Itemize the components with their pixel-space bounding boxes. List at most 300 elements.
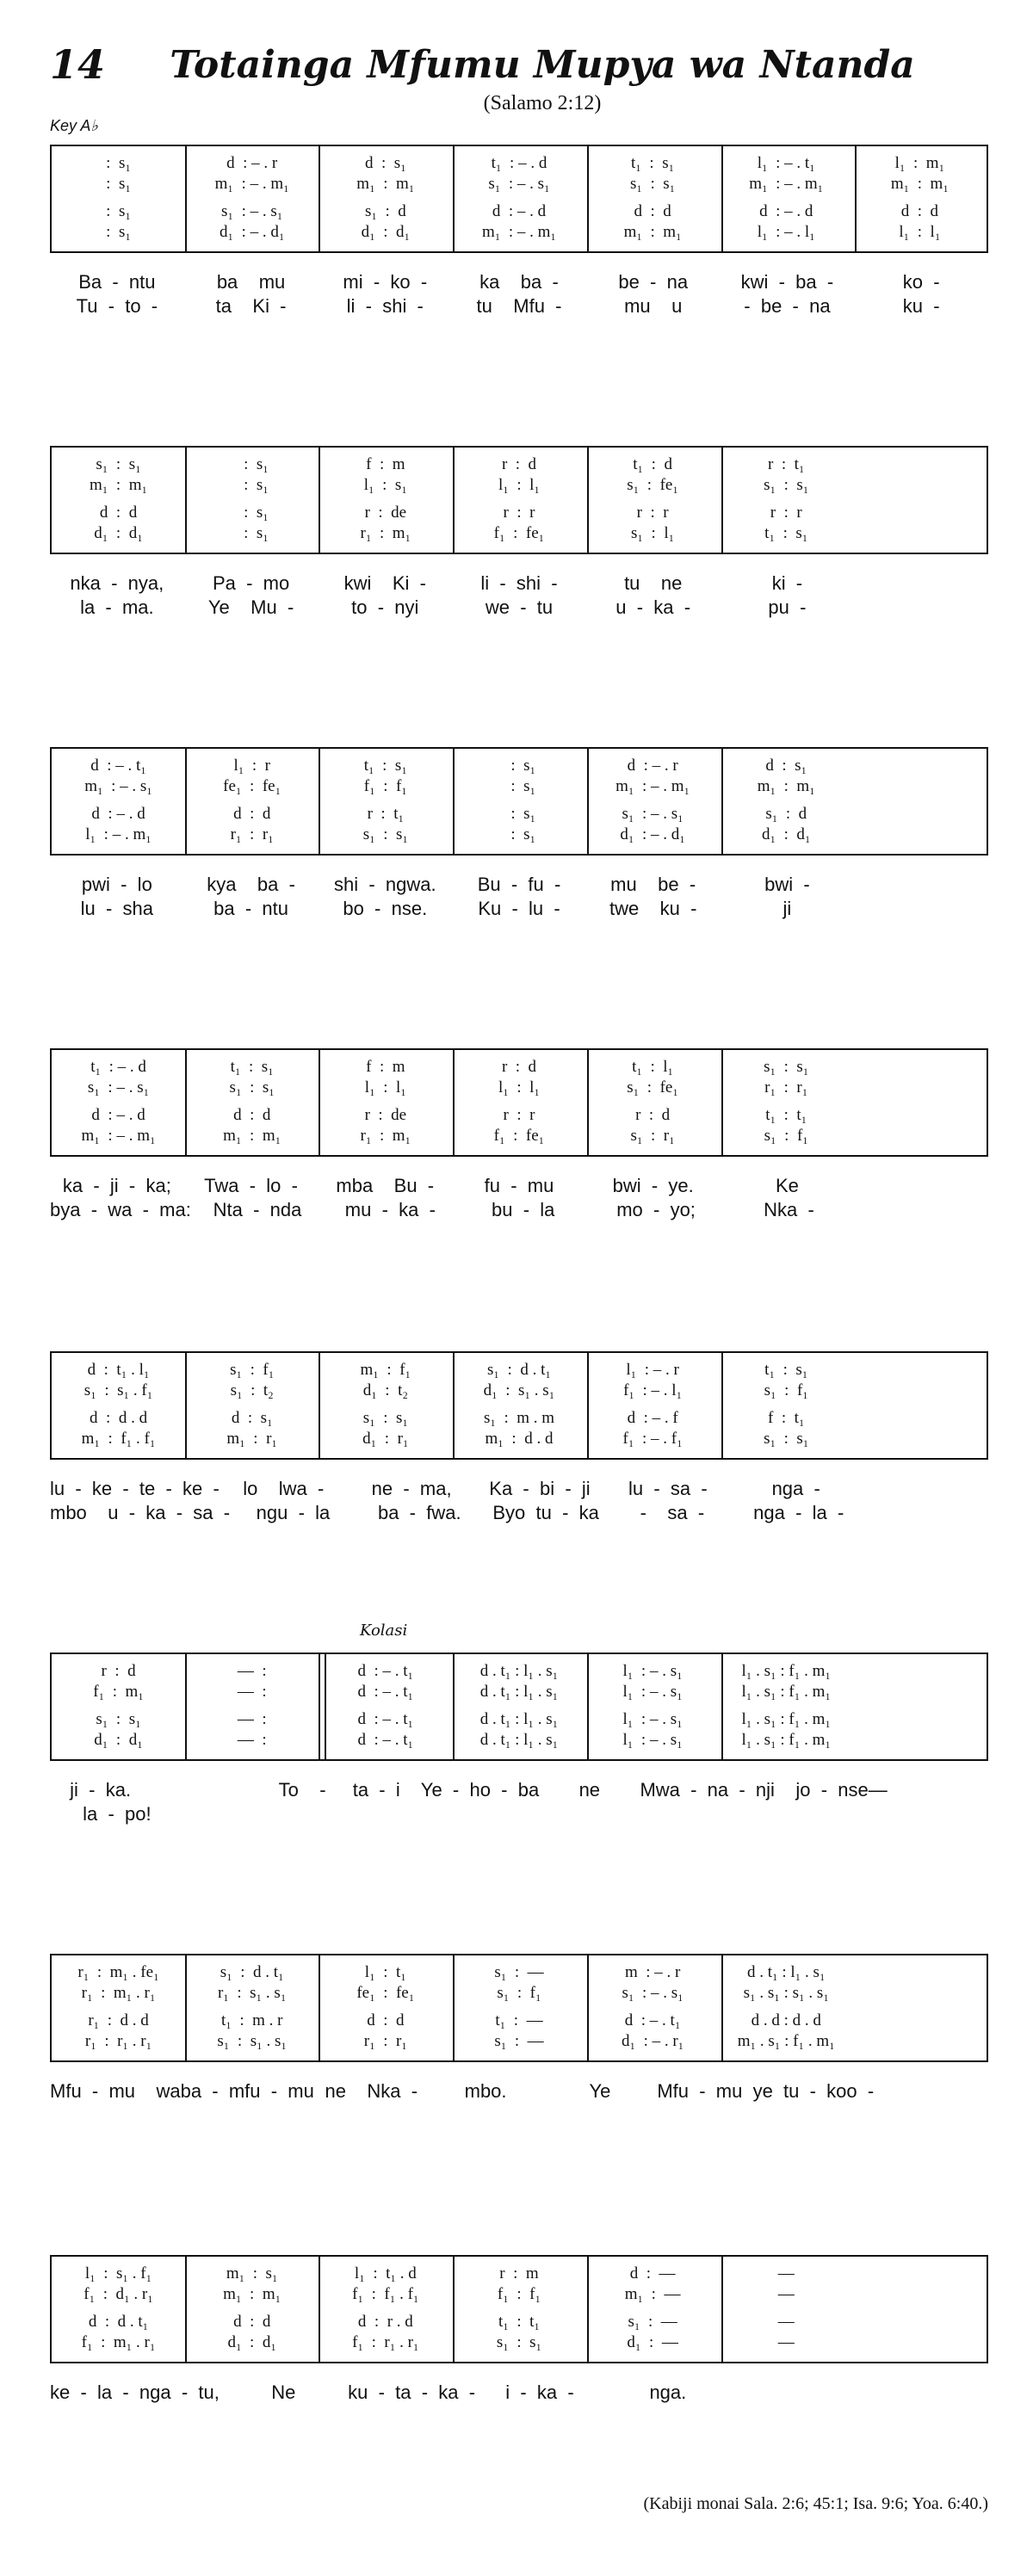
lyric-syllables: fu - mu (484, 1175, 554, 1196)
voice-row (52, 1105, 987, 1126)
lyric-syllables: ka - ji - ka; (62, 1175, 171, 1196)
sol-fa-measure (853, 1661, 987, 1682)
lyric-line (50, 1778, 988, 1802)
lyric-line (50, 897, 988, 921)
sol-fa-measure: d₁ : d₁ (227, 2333, 276, 2351)
lyric-syllables (732, 2381, 860, 2405)
sol-fa-measure (853, 1408, 987, 1429)
sol-fa-measure: d₁ : r₁ (362, 1430, 409, 1448)
score-system (50, 145, 988, 318)
lyric-line (50, 294, 988, 318)
score-system (50, 1954, 988, 2103)
lyric-syllables (854, 897, 988, 921)
voice-row (52, 1429, 987, 1449)
lyric-syllables: li - shi - (480, 572, 558, 594)
sol-fa-measure: d : – . d (91, 805, 145, 823)
lyric-syllables: we - tu (485, 596, 554, 618)
sol-fa-measure: m₁ : – . m₁ (749, 175, 824, 193)
lyric-syllables: ngu - la (256, 1502, 331, 1523)
sol-fa-measure: s₁ : d . t₁ (220, 1963, 284, 1981)
lyric-syllables: i - ka - (505, 2381, 574, 2403)
lyric-syllables (874, 2079, 988, 2103)
sol-fa-measure: fe₁ : fe₁ (356, 1984, 415, 2002)
voice-row (52, 1962, 987, 1983)
sol-fa-measure: d : – . r (226, 154, 278, 172)
sol-fa-measure: d₁ : d₁ (94, 1731, 143, 1749)
sol-fa-measure: m₁ . s₁ : f₁ . m₁ (737, 2032, 835, 2050)
lyric-syllables: ku - (902, 295, 940, 317)
lyric-syllables: mu - ka - (344, 1199, 436, 1220)
sol-fa-measure: : s₁ (235, 455, 269, 473)
sol-fa-measure: s₁ : s₁ (362, 1409, 409, 1427)
sol-fa-measure: s₁ : s₁ . f₁ (84, 1381, 153, 1399)
sol-fa-measure: d : d . d (90, 1409, 148, 1427)
sol-fa-measure: r : d (501, 1058, 537, 1076)
sol-fa-measure: t₁ : – . d (90, 1058, 146, 1076)
sol-fa-measure: s₁ : l₁ (631, 524, 675, 542)
lyrics-block (50, 873, 988, 921)
sol-fa-measure: d : d (367, 2011, 405, 2029)
lyric-syllables: lo lwa - (243, 1478, 325, 1499)
sol-fa-measure (853, 1709, 987, 1730)
lyric-line (50, 1198, 988, 1222)
lyric-syllables: be - na (618, 271, 689, 293)
sol-fa-measure: d : t₁ . l₁ (87, 1361, 150, 1379)
sol-fa-measure: m₁ : m₁ (223, 1127, 281, 1145)
lyric-syllables: pwi - lo (81, 874, 152, 895)
lyric-syllables: kwi Ki - (343, 572, 426, 594)
sol-fa-measure: f : t₁ (768, 1409, 805, 1427)
sol-fa-measure: m₁ : f₁ (360, 1361, 411, 1379)
sol-fa-measure: — (777, 2333, 795, 2351)
sol-fa-measure: f₁ : f₁ (363, 777, 407, 795)
sol-fa-measure: t₁ : s₁ (631, 154, 675, 172)
sol-fa-measure (853, 475, 987, 496)
sol-fa-measure (853, 2284, 987, 2305)
lyrics-block (50, 1778, 988, 1826)
sol-fa-measure: t₁ : l₁ (632, 1058, 674, 1076)
lyric-syllables: tu Mfu - (476, 295, 562, 317)
lyric-syllables: Ye (589, 2080, 611, 2102)
sol-fa-measure: s₁ : f₁ (764, 1381, 808, 1399)
sol-fa-measure: s₁ : s₁ (362, 825, 409, 843)
sol-fa-measure: d : – . f (627, 1409, 678, 1427)
sol-fa-measure: — : (237, 1683, 267, 1701)
voice-row (52, 1078, 987, 1098)
lyric-syllables: li - shi - (346, 295, 424, 317)
sol-fa-measure: r : de (364, 503, 407, 522)
sol-fa-measure: s₁ : s₁ (496, 2333, 542, 2351)
lyric-syllables: ne (578, 1779, 601, 1801)
sol-fa-measure: m₁ : m₁ (356, 175, 415, 193)
sol-fa-measure: d : – . d (91, 1106, 145, 1124)
lyric-syllables (888, 1778, 988, 1802)
sol-fa-staff (50, 446, 988, 554)
lyric-syllables: la - ma. (80, 596, 154, 618)
sol-fa-measure: s₁ : fe₁ (627, 476, 678, 494)
lyric-line (50, 1802, 988, 1826)
sol-fa-measure (853, 2031, 987, 2052)
voice-row (52, 1661, 987, 1682)
lyric-syllables: mbo u - ka - sa - (50, 1502, 231, 1523)
sol-fa-measure: t₁ : t₁ (765, 1106, 807, 1124)
sol-fa-measure: t₁ : — (495, 2011, 543, 2029)
sol-fa-measure: r₁ : m₁ . r₁ (81, 1984, 156, 2002)
sol-fa-measure: l₁ : – . l₁ (757, 223, 815, 241)
voice-row (52, 1126, 987, 1146)
lyrics-block (50, 1174, 988, 1222)
sol-fa-measure (853, 2332, 987, 2353)
sol-fa-measure (853, 1126, 987, 1146)
sol-fa-measure: r : r (503, 503, 535, 522)
sol-fa-measure: : s₁ (106, 223, 131, 241)
sol-fa-measure: l₁ : – . t₁ (757, 154, 815, 172)
lyric-syllables: Bu - fu - (477, 874, 561, 895)
sol-fa-measure: s₁ : m . m (483, 1409, 555, 1427)
voice-row (52, 2332, 987, 2353)
voice-row (52, 201, 987, 222)
sol-fa-measure: d₁ : s₁ . s₁ (483, 1381, 555, 1399)
voice-row (52, 2011, 987, 2031)
lyrics-block (50, 270, 988, 318)
sol-fa-measure: r : t₁ (768, 455, 805, 473)
lyric-syllables (854, 873, 988, 897)
sol-fa-measure: r : d (501, 455, 537, 473)
voice-row (52, 1730, 987, 1751)
sol-fa-measure: t₁ : s₁ (764, 1361, 808, 1379)
lyric-syllables: - sa - (640, 1502, 705, 1523)
sol-fa-measure (853, 1730, 987, 1751)
lyric-syllables (860, 2381, 988, 2405)
sol-fa-measure: t₁ : d (633, 455, 672, 473)
sol-fa-measure: s₁ : s₁ (764, 1058, 809, 1076)
score-system (50, 747, 988, 921)
song-subtitle: (Salamo 2:12) (483, 92, 602, 114)
lyric-syllables: nga. (649, 2381, 687, 2403)
voice-row (52, 1408, 987, 1429)
sol-fa-measure (853, 1962, 987, 1983)
lyric-syllables (854, 596, 988, 620)
sol-fa-staff (50, 2255, 988, 2363)
sol-fa-measure: m₁ : – . m₁ (214, 175, 289, 193)
sol-fa-measure: l₁ . s₁ : f₁ . m₁ (741, 1710, 832, 1728)
lyric-syllables (586, 1802, 721, 1826)
sol-fa-measure (853, 804, 987, 825)
lyric-syllables (452, 1802, 586, 1826)
chorus-label: Kolasi (360, 1622, 408, 1640)
sol-fa-measure: m₁ : m₁ (223, 2285, 281, 2303)
sol-fa-measure: s₁ : – . s₁ (488, 175, 550, 193)
lyric-syllables: ne - ma, (371, 1478, 452, 1499)
sol-fa-measure: t₁ : s₁ (363, 757, 407, 775)
sol-fa-measure: r : de (364, 1106, 407, 1124)
sol-fa-measure: : s₁ (106, 175, 131, 193)
sol-fa-measure: d . t₁ : l₁ . s₁ (479, 1731, 559, 1749)
sol-fa-measure: s₁ : f₁ (764, 1127, 808, 1145)
sol-fa-measure (853, 1381, 987, 1401)
sol-fa-measure: : s₁ (235, 524, 269, 542)
sol-fa-measure: f₁ : f₁ . f₁ (352, 2285, 419, 2303)
lyric-syllables: Byo tu - ka (492, 1502, 599, 1523)
lyric-syllables (854, 571, 988, 596)
sol-fa-measure: s₁ : – . s₁ (221, 202, 283, 220)
lyric-syllables: Mfu - mu ye tu - koo - (657, 2080, 875, 2102)
lyric-syllables (854, 1802, 988, 1826)
sol-fa-measure: d . t₁ : l₁ . s₁ (479, 1683, 559, 1701)
lyric-line (50, 571, 988, 596)
voice-row (52, 153, 987, 174)
sol-fa-measure: f₁ : d₁ . r₁ (84, 2285, 153, 2303)
sol-fa-measure: f₁ : fe₁ (493, 1127, 545, 1145)
sol-fa-measure: m₁ : – . m₁ (481, 223, 557, 241)
sol-fa-measure: r : m (499, 2264, 539, 2283)
lyric-syllables: Nka - (764, 1199, 814, 1220)
sol-fa-measure: f₁ : fe₁ (493, 524, 545, 542)
sol-fa-measure (853, 1429, 987, 1449)
sol-fa-measure: f₁ : m₁ (93, 1683, 144, 1701)
sol-fa-measure: f₁ : m₁ . r₁ (81, 2333, 156, 2351)
lyric-syllables (151, 1778, 251, 1802)
sol-fa-measure: r : d (101, 1662, 136, 1680)
sol-fa-measure: s₁ : s₁ . s₁ (217, 2032, 287, 2050)
lyric-syllables: twe ku - (609, 898, 697, 919)
sol-fa-measure: t₁ : m . r (220, 2011, 283, 2029)
sol-fa-measure: d₁ : – . d₁ (620, 825, 685, 843)
score-system (50, 1622, 988, 1826)
lyric-syllables: nga - la - (753, 1502, 844, 1523)
sol-fa-measure: r₁ : r₁ (230, 825, 274, 843)
sol-fa-measure: r₁ : d . d (88, 2011, 149, 2029)
sol-fa-measure: — : (237, 1710, 267, 1728)
sol-fa-measure (853, 2264, 987, 2284)
lyric-syllables: Ba - ntu (78, 271, 156, 293)
lyric-syllables: bya - wa - ma: (50, 1199, 191, 1220)
lyric-syllables: Mwa - na - nji jo - nse— (640, 1779, 888, 1801)
sol-fa-measure: d₁ : t₂ (362, 1381, 408, 1399)
sol-fa-measure: l₁ : – . r (626, 1361, 679, 1379)
voice-row (52, 454, 987, 475)
voice-row (52, 2284, 987, 2305)
song-title: Totainga Mfumu Mupya wa Ntanda (170, 43, 915, 87)
sol-fa-measure: r₁ : r₁ (764, 1078, 808, 1096)
sol-fa-measure: l₁ . s₁ : f₁ . m₁ (741, 1662, 832, 1680)
sol-fa-measure: s₁ : r₁ (630, 1127, 675, 1145)
voice-row (52, 1360, 987, 1381)
sol-fa-measure: s₁ : s₁ (229, 1078, 275, 1096)
sol-fa-measure: d : d (99, 503, 138, 522)
sol-fa-measure: r : r (636, 503, 669, 522)
voice-row (52, 1381, 987, 1401)
lyric-syllables: ko - (902, 271, 940, 293)
sol-fa-measure: d : s₁ (765, 757, 807, 775)
lyric-syllables: bu - la (492, 1199, 555, 1220)
lyric-syllables (860, 1477, 988, 1501)
sol-fa-measure (853, 454, 987, 475)
lyric-line (50, 270, 988, 294)
lyric-syllables: ku - ta - ka - (348, 2381, 476, 2403)
sol-fa-measure: r : t₁ (367, 805, 405, 823)
score-system (50, 1351, 988, 1525)
footnote: (Kabiji monai Sala. 2:6; 45:1; Isa. 9:6; Yoa. 6:40.) (643, 2494, 988, 2513)
sol-fa-measure: s₁ : s₁ (764, 476, 809, 494)
sol-fa-measure: l₁ : – . s₁ (622, 1731, 683, 1749)
sol-fa-measure: r₁ : m₁ (360, 524, 411, 542)
lyric-syllables: Ne (271, 2381, 296, 2403)
sol-fa-measure: d . t₁ : l₁ . s₁ (746, 1963, 826, 1981)
lyric-syllables (862, 1501, 988, 1525)
lyric-syllables: ne Nka - (325, 2080, 418, 2102)
lyric-syllables (856, 1198, 988, 1222)
sol-fa-measure: l₁ : l₁ (498, 1078, 541, 1096)
sol-fa-measure: f : m (366, 455, 405, 473)
voice-row (52, 1709, 987, 1730)
sol-fa-measure (853, 825, 987, 845)
voice-row (52, 1682, 987, 1702)
sol-fa-measure: s₁ : f₁ (497, 1984, 541, 2002)
sol-fa-measure: m₁ : d . d (485, 1430, 554, 1448)
sol-fa-measure: m₁ : m₁ (90, 476, 148, 494)
sol-fa-measure: d : s₁ (231, 1409, 273, 1427)
lyrics-block (50, 2381, 988, 2405)
sol-fa-measure: m₁ : s₁ (226, 2264, 278, 2283)
voice-row (52, 2031, 987, 2052)
sol-fa-measure: : s₁ (235, 476, 269, 494)
sol-fa-measure: l₁ : – . s₁ (622, 1683, 683, 1701)
lyric-syllables: nga - (771, 1478, 820, 1499)
sol-fa-measure (853, 776, 987, 797)
lyric-syllables: Ku - lu - (478, 898, 560, 919)
lyric-syllables: ba - fwa. (377, 1502, 461, 1523)
lyric-line (50, 1477, 988, 1501)
lyric-syllables: Nta - nda (213, 1199, 302, 1220)
sol-fa-measure: t₁ : – . d (491, 154, 547, 172)
lyric-syllables: Twa - lo - (204, 1175, 298, 1196)
voice-row (52, 475, 987, 496)
lyric-syllables: lu - sa - (628, 1478, 708, 1499)
lyric-syllables (854, 1174, 988, 1198)
sol-fa-measure: s₁ : fe₁ (627, 1078, 678, 1096)
sol-fa-measure: s₁ : d (364, 202, 406, 220)
lyric-syllables: u - ka - (615, 596, 691, 618)
sol-fa-measure: d : – . t₁ (357, 1710, 414, 1728)
sol-fa-measure: : s₁ (235, 503, 269, 522)
sol-fa-measure: l₁ : l₁ (498, 476, 541, 494)
sol-fa-measure: m₁ : r₁ (226, 1430, 278, 1448)
sol-fa-measure: : s₁ (502, 805, 536, 823)
lyric-syllables: ki - (771, 572, 803, 594)
sol-fa-measure: d : d (233, 1106, 271, 1124)
sol-fa-measure: m₁ : – . m₁ (81, 1127, 156, 1145)
sol-fa-measure: l₁ : s₁ . f₁ (84, 2264, 152, 2283)
sol-fa-measure: : s₁ (502, 757, 536, 775)
lyric-syllables: mba Bu - (336, 1175, 435, 1196)
lyric-syllables: lu - sha (80, 898, 154, 919)
lyric-syllables: ba mu (216, 271, 286, 293)
sol-fa-staff (50, 1652, 988, 1761)
sol-fa-measure: l₁ : t₁ . d (354, 2264, 417, 2283)
sol-fa-measure: s₁ : f₁ (230, 1361, 275, 1379)
sol-fa-measure: s₁ : — (494, 1963, 544, 1981)
lyric-syllables: bwi - ye. (612, 1175, 694, 1196)
sol-fa-measure: l₁ : l₁ (364, 1078, 406, 1096)
lyric-line (50, 2381, 988, 2405)
lyric-syllables (184, 1802, 319, 1826)
sol-fa-measure: d : – . t₁ (357, 1683, 414, 1701)
sol-fa-measure: r₁ : r₁ . r₁ (84, 2032, 152, 2050)
sol-fa-measure (853, 1105, 987, 1126)
sol-fa-measure: d . d : d . d (751, 2011, 821, 2029)
sol-fa-measure: d₁ : d₁ (94, 524, 143, 542)
sol-fa-measure: l₁ : t₁ (364, 1963, 406, 1981)
sol-fa-measure: : s₁ (106, 202, 131, 220)
sol-fa-staff (50, 145, 988, 253)
sol-fa-staff (50, 1048, 988, 1157)
sol-fa-measure (853, 2312, 987, 2332)
sol-fa-measure (853, 1983, 987, 2004)
lyric-syllables: Mfu - mu wa (50, 2080, 181, 2102)
sol-fa-measure: l₁ . s₁ : f₁ . m₁ (741, 1731, 832, 1749)
lyric-syllables: kya ba - (207, 874, 295, 895)
sol-fa-measure: : s₁ (502, 777, 536, 795)
score-system (50, 446, 988, 620)
voice-row (52, 503, 987, 523)
sol-fa-measure: l₁ : s₁ (363, 476, 407, 494)
key-signature: Key A♭ (50, 117, 98, 134)
sol-fa-measure: d₁ : d₁ (762, 825, 811, 843)
sol-fa-measure: s₁ : — (494, 2032, 544, 2050)
sol-fa-measure: r₁ : m₁ (360, 1127, 411, 1145)
sol-fa-measure: d : – . r (627, 757, 678, 775)
lyric-syllables: Ye Mu - (207, 596, 294, 618)
sol-fa-measure: d₁ : – . r₁ (621, 2032, 684, 2050)
voice-row (52, 1057, 987, 1078)
lyric-line (50, 1174, 988, 1198)
lyric-syllables: mu be - (610, 874, 696, 895)
sol-fa-measure: l₁ : – . s₁ (622, 1662, 683, 1680)
sol-fa-staff (50, 1351, 988, 1460)
lyric-line (50, 2079, 988, 2103)
sol-fa-measure: s₁ : — (628, 2313, 677, 2331)
sol-fa-measure: d : – . t₁ (357, 1731, 414, 1749)
score-system (50, 1048, 988, 1222)
sol-fa-measure: m₁ : f₁ . f₁ (81, 1430, 156, 1448)
sol-fa-measure: d : d . t₁ (88, 2313, 149, 2331)
lyric-syllables: mo - yo; (616, 1199, 696, 1220)
lyric-line (50, 596, 988, 620)
lyric-syllables: ba - mfu - mu (180, 2080, 314, 2102)
lyric-syllables (318, 1802, 452, 1826)
sol-fa-measure: s₁ : t₂ (230, 1381, 274, 1399)
sol-fa-measure: fe₁ : fe₁ (223, 777, 281, 795)
lyric-syllables: - be - na (744, 295, 831, 317)
lyric-syllables: tu ne (624, 572, 683, 594)
sol-fa-measure (853, 1682, 987, 1702)
lyrics-block (50, 571, 988, 620)
sol-fa-measure: l₁ : m₁ (894, 154, 945, 172)
lyric-syllables (721, 1802, 855, 1826)
lyric-syllables: pu - (768, 596, 807, 618)
sol-fa-measure: r₁ : r₁ (363, 2032, 407, 2050)
voice-row (52, 523, 987, 544)
lyric-syllables: nka - nya, (70, 572, 164, 594)
sol-fa-measure: t₁ : s₁ (230, 1058, 274, 1076)
sol-fa-measure: t₁ : t₁ (498, 2313, 541, 2331)
lyric-syllables: ka ba - (479, 271, 559, 293)
lyric-syllables: ta Ki - (215, 295, 287, 317)
lyric-syllables: Ke (775, 1175, 799, 1196)
lyric-syllables: Pa - mo (212, 572, 290, 594)
lyric-syllables: mbo. (464, 2080, 507, 2102)
